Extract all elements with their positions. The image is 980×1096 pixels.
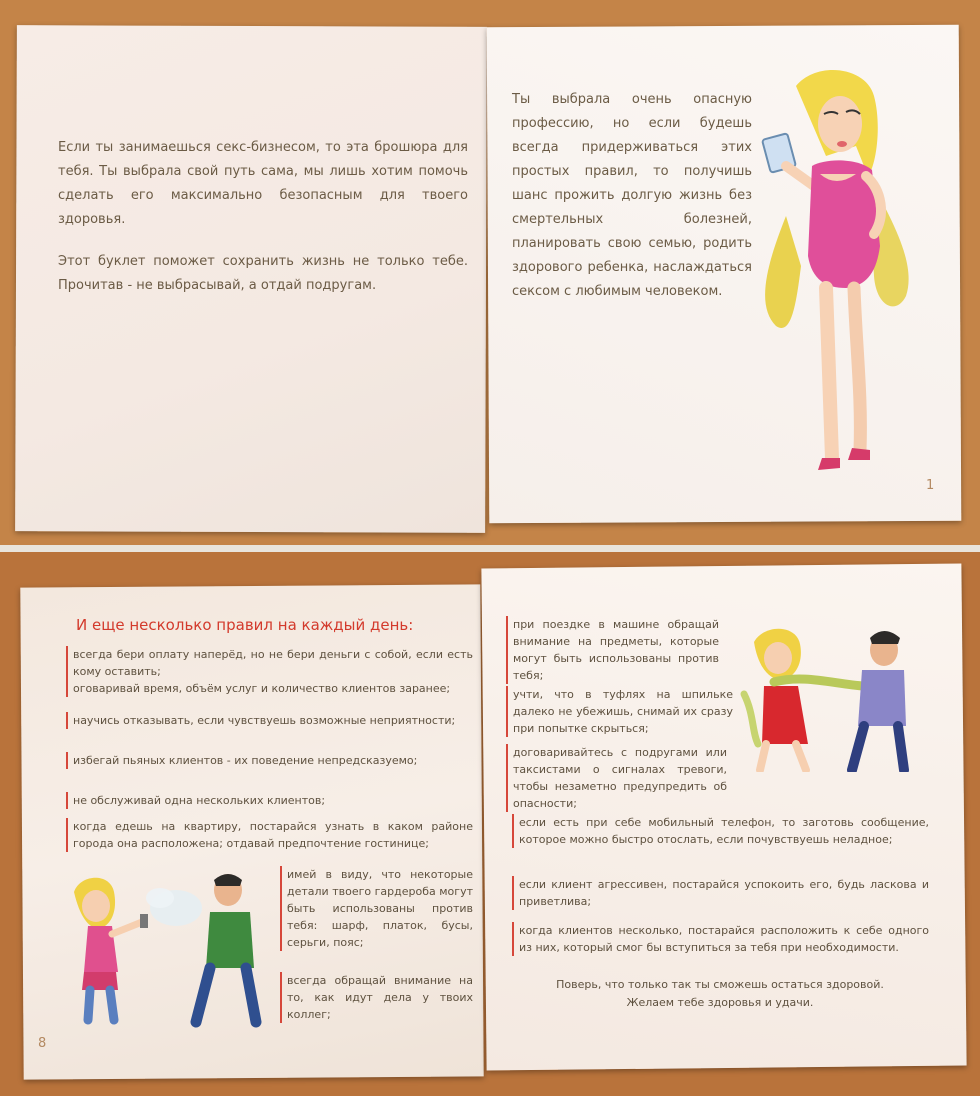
- rule-item: научись отказывать, если чувствуешь возможные неприятности;: [66, 712, 473, 729]
- rule-item: если клиент агрессивен, постарайся успокоить его, будь ласкова и приветлива;: [512, 876, 929, 910]
- rule-item: если есть при себе мобильный телефон, то заготовь сообщение, которое можно быстро отослать, если почувствуешь неладное;: [512, 814, 929, 848]
- rule-item: договаривайтесь с подругами или таксистами о сигналах тревоги, чтобы незаметно предупредить об опасности;: [506, 744, 727, 812]
- closing-line-2: Желаем тебе здоровья и удачи.: [626, 996, 814, 1009]
- rule-item: не обслуживай одна нескольких клиентов;: [66, 792, 473, 809]
- man-pulling-scarf-illustration: [734, 624, 918, 772]
- rule-item: оговаривай время, объём услуг и количество клиентов заранее;: [66, 680, 473, 697]
- closing-line-1: Поверь, что только так ты сможешь остаться здоровой.: [556, 978, 884, 991]
- rule-item: всегда обращай внимание на то, как идут дела у твоих коллег;: [280, 972, 473, 1023]
- woman-spraying-attacker-illustration: [60, 872, 272, 1028]
- right-intro-paragraph: Ты выбрала очень опасную профессию, но если будешь всегда придерживаться этих простых правил, то получишь шанс прожить долгую жизнь без смертельных болезней, планировать свою семью, родить здорового ребенка, наслаждаться сексом с любимым человеком.: [512, 92, 752, 299]
- rule-item: когда едешь на квартиру, постарайся узнать в каком районе города она расположена; отдавай предпочтение гостинице;: [66, 818, 473, 852]
- rules-heading: И еще несколько правил на каждый день:: [76, 616, 414, 634]
- rule-item: всегда бери оплату наперёд, но не бери деньги с собой, если есть кому оставить;: [66, 646, 473, 680]
- rule-item: учти, что в туфлях на шпильке далеко не убежишь, снимай их сразу при попытке скрыться;: [506, 686, 733, 737]
- page-number-8: 8: [38, 1036, 47, 1051]
- rule-item: когда клиентов несколько, постарайся расположить к себе одного из них, который смог бы вступиться за тебя при необходимости.: [512, 922, 929, 956]
- intro-paragraph-1: Если ты занимаешься секс-бизнесом, то эта брошюра для тебя. Ты выбрала свой путь сама, мы лишь хотим помочь сделать его максимально безопасным для твоего здоровья.: [58, 140, 468, 227]
- rule-item: при поездке в машине обращай внимание на предметы, которые могут быть использованы против тебя;: [506, 616, 719, 684]
- rule-item: избегай пьяных клиентов - их поведение непредсказуемо;: [66, 752, 473, 769]
- intro-paragraph-2: Этот буклет поможет сохранить жизнь не только тебе. Прочитав - не выбрасывай, а отдай подругам.: [58, 254, 468, 293]
- closing-message: [520, 976, 920, 1012]
- page-number-1: 1: [926, 478, 935, 493]
- woman-in-pink-dress-illustration: [756, 66, 936, 482]
- rule-item: имей в виду, что некоторые детали твоего гардероба могут быть использованы против тебя: шарф, платок, бусы, серьги, пояс;: [280, 866, 473, 951]
- photo-divider: [0, 545, 980, 552]
